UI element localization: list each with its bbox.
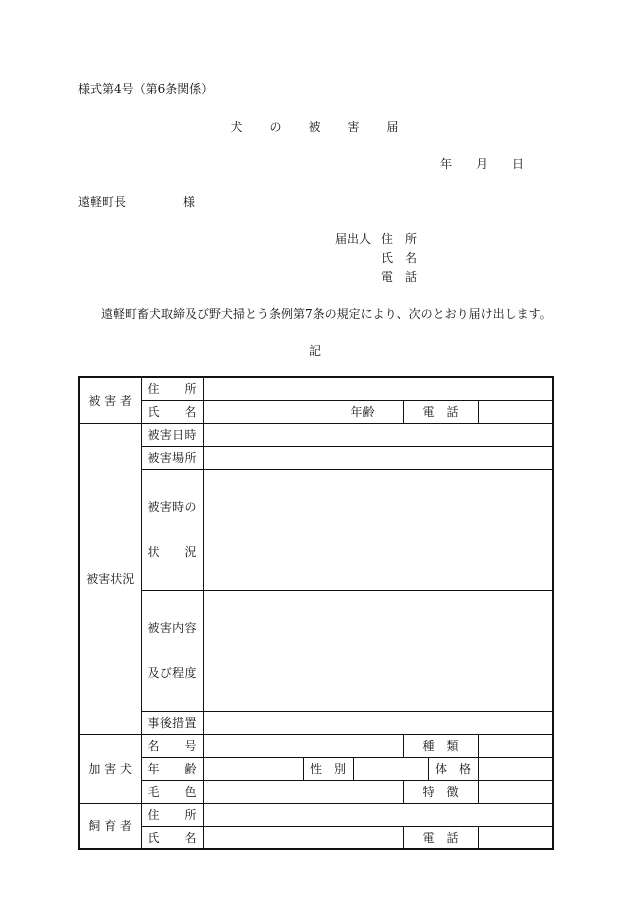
damage-content-label-line2: 及び程度 [147,665,197,680]
damage-state-label-line2: 状 況 [147,544,197,559]
table-row [79,469,553,590]
owner-address-field[interactable] [203,803,553,826]
owner-phone-label: 電 話 [403,826,478,849]
table-row [79,400,553,423]
applicant-address-label: 住 所 [381,232,418,246]
dog-sex-label: 性 別 [303,757,353,780]
victim-address-field[interactable] [203,377,553,400]
damage-state-label-line1: 被害時の [147,499,197,514]
dog-breed-label: 種 類 [403,734,478,757]
aftermath-field[interactable] [203,711,553,734]
owner-address-label: 住 所 [141,803,203,826]
owner-name-label: 氏 名 [141,826,203,849]
dog-name-field[interactable] [203,734,403,757]
owner-phone-field[interactable] [478,826,553,849]
page-title: 犬 の 被 害 届 [230,120,400,134]
dog-color-label: 毛 色 [141,780,203,803]
damage-content-label-line1: 被害内容 [147,620,197,635]
damage-state-label [141,469,203,590]
addressee-honorific: 様 [183,195,196,209]
damage-datetime-field[interactable] [203,423,553,446]
dog-feature-label: 特 徴 [403,780,478,803]
victim-phone-field[interactable] [478,400,553,423]
victim-address-label: 住 所 [141,377,203,400]
victim-age-label: 年齢 [203,400,403,423]
dog-age-field[interactable] [203,757,303,780]
table-row [79,803,553,826]
dog-size-label: 体 格 [428,757,478,780]
owner-name-field[interactable] [203,826,403,849]
dog-age-label: 年 齢 [141,757,203,780]
dog-name-label: 名 号 [141,734,203,757]
form-number-label: 様式第4号（第6条関係） [78,82,214,96]
dog-feature-field[interactable] [478,780,553,803]
date-line: 年 月 日 [440,157,525,171]
table-row [79,377,553,400]
table-row [79,757,553,780]
aftermath-label: 事後措置 [141,711,203,734]
victim-name-label: 氏 名 [141,400,203,423]
applicant-label: 届出人 [335,232,372,246]
situation-group-label: 被害状況 [79,423,141,734]
table-row [79,734,553,757]
owner-group-label: 飼 育 者 [79,803,141,849]
addressee: 遠軽町長 [78,195,127,209]
table-row [79,826,553,849]
damage-content-field[interactable] [203,590,553,711]
table-row [79,423,553,446]
table-row [79,711,553,734]
damage-place-field[interactable] [203,446,553,469]
dog-size-field[interactable] [478,757,553,780]
table-row [79,590,553,711]
damage-datetime-label: 被害日時 [141,423,203,446]
damage-state-field[interactable] [203,469,553,590]
ki-heading: 記 [308,344,321,358]
dog-breed-field[interactable] [478,734,553,757]
applicant-name-label: 氏 名 [381,251,418,265]
applicant-phone-label: 電 話 [381,270,418,284]
damage-place-label: 被害場所 [141,446,203,469]
victim-group-label: 被 害 者 [79,377,141,423]
statement-text: 遠軽町畜犬取締及び野犬掃とう条例第7条の規定により、次のとおり届け出します。 [101,307,552,321]
dog-group-label: 加 害 犬 [79,734,141,803]
damage-report-table [78,376,554,850]
dog-sex-field[interactable] [353,757,428,780]
table-row [79,780,553,803]
dog-color-field[interactable] [203,780,403,803]
damage-content-label [141,590,203,711]
victim-phone-label: 電 話 [403,400,478,423]
table-row [79,446,553,469]
